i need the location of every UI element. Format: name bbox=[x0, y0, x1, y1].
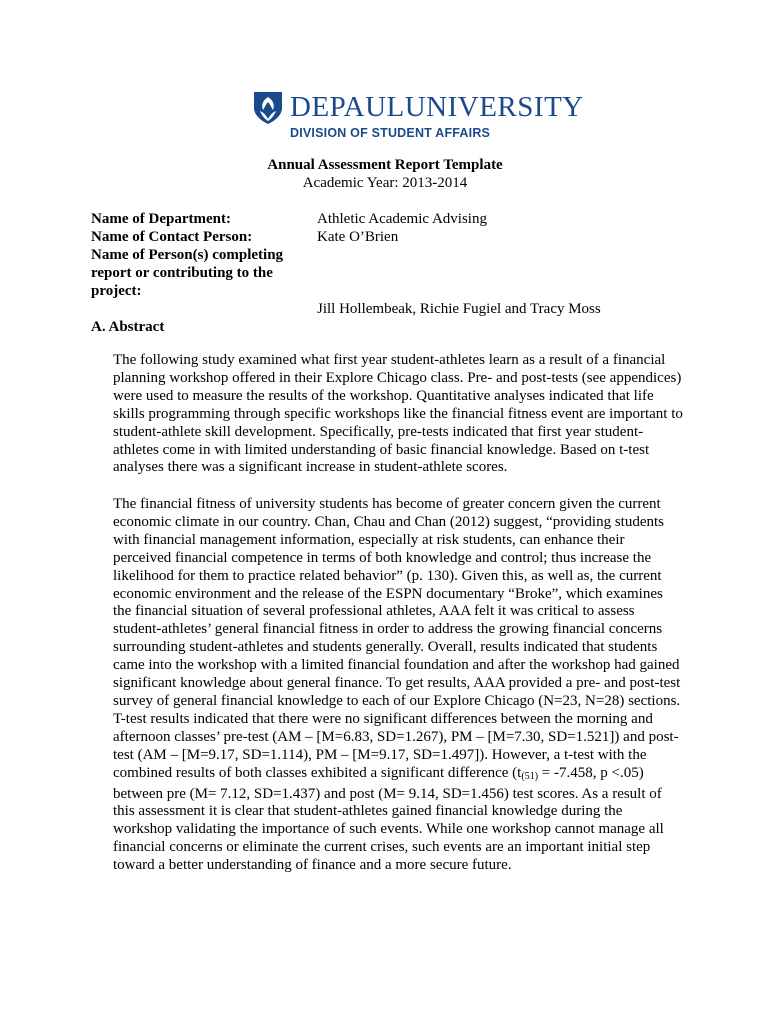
contact-value: Kate O’Brien bbox=[317, 229, 399, 245]
logo-wordmark: DEPAULUNIVERSITY bbox=[290, 91, 584, 123]
division-name: DIVISION OF STUDENT AFFAIRS bbox=[290, 126, 491, 140]
university-logo bbox=[250, 88, 584, 144]
abstract-heading: A. Abstract bbox=[91, 319, 165, 335]
report-meta bbox=[91, 210, 691, 317]
shield-icon bbox=[250, 90, 286, 126]
contact-label: Name of Contact Person: bbox=[91, 229, 253, 245]
department-label: Name of Department: bbox=[91, 211, 231, 227]
contact-row bbox=[91, 228, 691, 246]
persons-label: Name of Person(s) completing report or contributing to the project: bbox=[91, 247, 284, 299]
abstract-paragraph-2: The financial fitness of university students has become of greater concern given the current economic climate in our country. Chan, Chau and Chan (2012) suggest, “providing students with financial management information, especially at risk students, can enhance their perceived financial competence in terms of both knowledge and control; thus increase the likelihood for them to practice related behavior” (p. 130). Given this, as well as, the current economic environment and the release of the ESPN documentary “Broke”, which examines the financial situation of several professional athletes, AAA felt it was critical to assess student-athletes’ general financial fitness in order to address the growing financial concerns surrounding student-athletes and students generally. Overall, results indicated that students came into the workshop with a limited financial foundation and after the workshop had gained significant knowledge about general finance. To get results, AAA provided a pre- and post-test survey of general financial knowledge to each of our Explore Chicago (N=23, N=28) sections. T-test results indicated that there were no significant differences between the morning and afternoon classes’ pre-test (AM – [M=6.83, SD=1.267), PM – [M=7.30, SD=1.521]) and post-test (AM – [M=9.17, SD=1.114), PM – [M=9.17, SD=1.497]). However, a t-test with the combined results of both classes exhibited a significant difference ($t_{(51)} = -7.458$, p <.05) between pre (M= 7.12, SD=1.437) and post (M= 9.14, SD=1.456) test scores. As a result of this assessment it is clear that student-athletes gained financial knowledge during the workshop validating the importance of such events. While one workshop cannot manage all financial concerns or eliminate the current crises, such events are an important initial step toward a better understanding of finance and a more secure future. bbox=[113, 496, 681, 874]
persons-row bbox=[91, 246, 691, 317]
academic-year: Academic Year: 2013-2014 bbox=[302, 175, 468, 191]
department-value: Athletic Academic Advising bbox=[317, 211, 487, 227]
department-row bbox=[91, 210, 691, 228]
t-subscript: (51) bbox=[521, 770, 539, 782]
report-title: Annual Assessment Report Template bbox=[267, 157, 503, 173]
persons-value: Jill Hollembeak, Richie Fugiel and Tracy Moss bbox=[317, 301, 601, 317]
abstract-paragraph-1: The following study examined what first year student-athletes learn as a result of a financial planning workshop offered in their Explore Chicago class. Pre- and post-tests (see appendices) were used to measure the results of the workshop. Quantitative analyses indicated that life skills programming through specific workshops like the financial fitness event are important to student-athlete skill development. Specifically, pre-tests indicated that first year student-athletes come in with limited understanding of basic financial knowledge. Based on t-test analyses there was a significant increase in student-athlete scores. bbox=[113, 352, 683, 476]
